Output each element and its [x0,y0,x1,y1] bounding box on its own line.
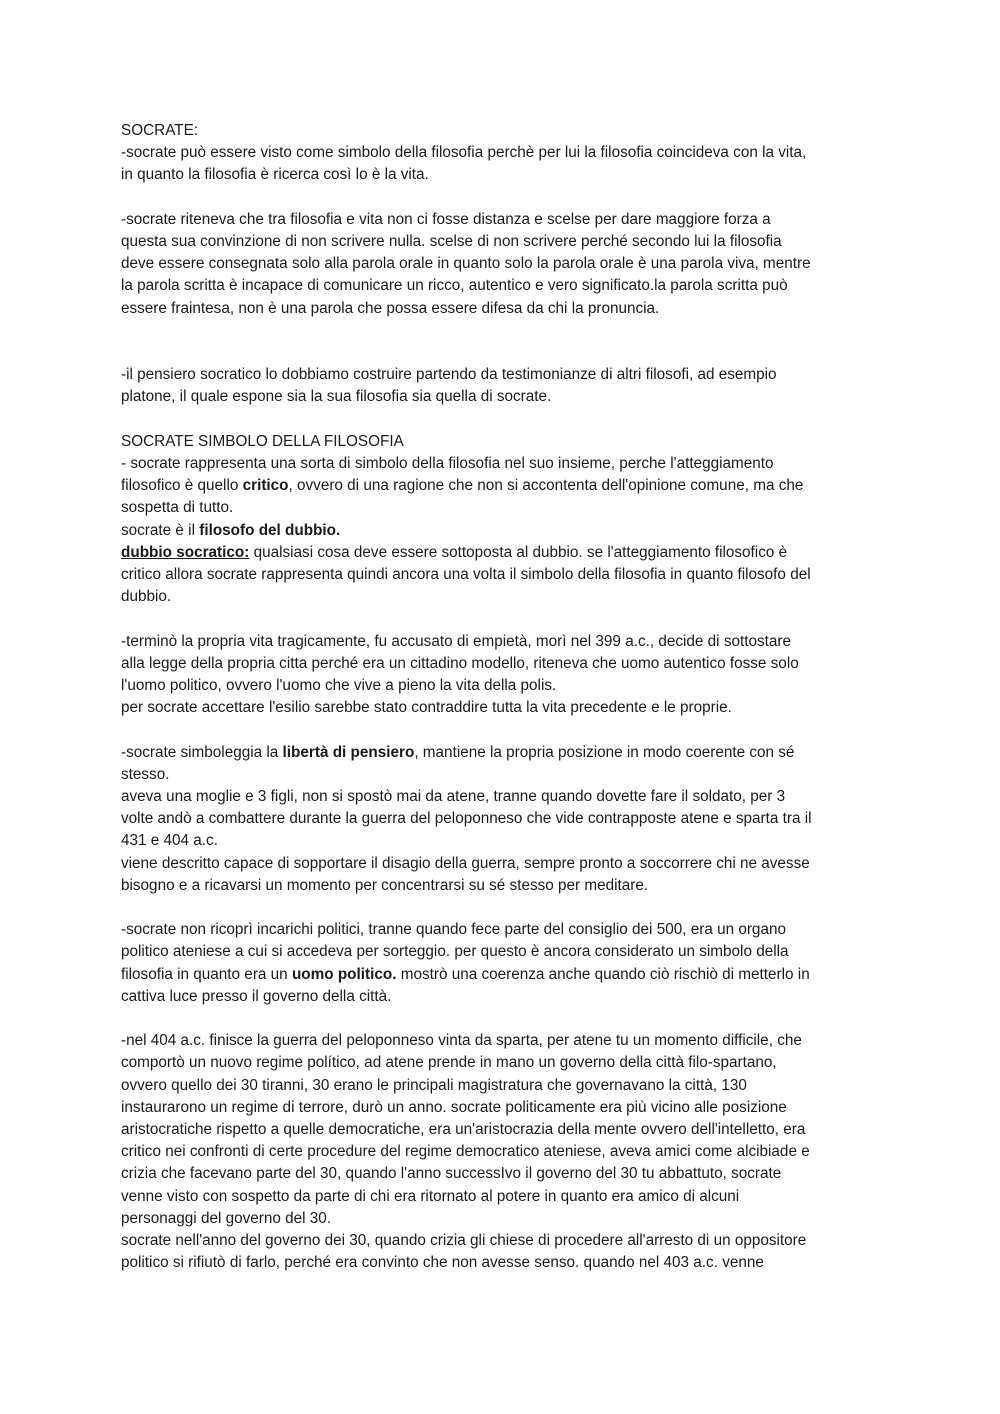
underlined-term: dubbio socratico: [121,543,250,561]
text-line: -socrate riteneva che tra filosofia e vita non ci fosse distanza e scelse per dare maggiore forza a [121,210,771,228]
text-line: -il pensiero socratico lo dobbiamo costruire partendo da testimonianze di altri filosofi, ad esempio [121,366,777,384]
text-line: cattiva luce presso il governo della città. [121,987,392,1005]
paragraph-gap [121,409,886,431]
text-line [121,964,886,986]
text-line: aristocratiche rispetto a quelle democratiche, era un'aristocrazia della mente ovvero dell'intelletto, era [121,1121,806,1139]
text-line: viene descritto capace di sopportare il disagio della guerra, sempre pronto a soccorrere chi ne avesse [121,854,810,872]
text-line: venne visto con sospetto da parte di chi era ritornato al potere in quanto era amico di alcuni [121,1187,740,1205]
text-line [121,542,886,564]
text-line: platone, il quale espone sia la sua filosofia sia quella di socrate. [121,388,552,406]
bold-term: libertà di pensiero [282,743,415,761]
paragraph-gap [121,897,886,919]
text-line: per socrate accettare l'esilio sarebbe stato contraddire tutta la vita precedente e le proprie. [121,699,732,717]
bold-term: uomo politico. [291,965,397,983]
text-line: l'uomo politico, ovvero l'uomo che vive a pieno la vita della polis. [121,677,557,694]
text-line: aveva una moglie e 3 figli, non si spostò mai da atene, tranne quando dovette fare il soldato, per 3 [121,788,786,805]
text-line: in quanto la filosofia è ricerca così lo è la vita. [121,166,429,184]
text-line: ovvero quello dei 30 tiranni, 30 erano le principali magistratura che governavano la città, 130 [121,1076,747,1094]
text-line: volte andò a combattere durante la guerra del peloponneso che vide contrapposte atene e sparta tra il [121,810,812,828]
document-page [121,120,886,1274]
text-line: critico allora socrate rappresenta quindi ancora una volta il simbolo della filosofia in quanto filosofo del [121,566,811,583]
text-line: -socrate non ricoprì incarichi politici, tranne quando fece parte del consiglio dei 500, era un organo [121,921,786,939]
text-run: , mantiene la propria posizione in modo coerente con sé [414,743,795,761]
text-line: deve essere consegnata solo alla parola orale in quanto solo la parola orale è una parola viva, mentre [121,255,811,273]
document-title: SOCRATE: [121,122,199,139]
text-line: bisogno e a ricavarsi un momento per concentrarsi su sé stesso per meditare. [121,876,649,894]
text-line: essere fraintesa, non è una parola che possa essere difesa da chi la pronuncia. [121,299,660,317]
paragraph-gap [121,1008,886,1030]
text-line: la parola scritta è incapace di comunicare un ricco, autentico e vero significato.la parola scritta può [121,277,788,295]
text-line [121,520,886,542]
text-run: qualsiasi cosa deve essere sottoposta al dubbio. se l'atteggiamento filosofico è [249,543,788,561]
text-run: filosofico è quello [121,477,243,495]
text-line [121,475,886,497]
text-line: critico nei confronti di certe procedure del regime democratico ateniese, aveva amici come alcibiade e [121,1143,810,1161]
text-line: politico si rifiutò di farlo, perché era convinto che non avesse senso. quando nel 403 a.c. venne [121,1254,764,1272]
paragraph-gap [121,719,886,741]
text-run: , ovvero di una ragione che non si accontenta dell'opinione comune, ma che [288,477,804,495]
text-line: crizia che facevano parte del 30, quando l'anno successIvo il governo del 30 tu abbattuto, socrate [121,1165,782,1183]
bold-term: critico [242,477,289,495]
paragraph-gap [121,320,886,342]
text-line: - socrate rappresenta una sorta di simbolo della filosofia nel suo insieme, perche l'atteggiamento [121,454,774,472]
text-line: -terminò la propria vita tragicamente, fu accusato di empietà, morì nel 399 a.c., decide di sottostare [121,632,792,650]
section-heading: SOCRATE SIMBOLO DELLA FILOSOFIA [121,432,404,450]
text-run: filosofia in quanto era un [121,965,292,983]
paragraph-gap [121,187,886,209]
text-line: alla legge della propria citta perché era un cittadino modello, riteneva che uomo autentico fosse solo [121,654,799,672]
text-line: instaurarono un regime di terrore, durò un anno. socrate politicamente era più vicino alle posizione [121,1098,787,1116]
text-line: stesso. [121,765,170,783]
text-run: -socrate simboleggia la [121,743,283,761]
text-line: -nel 404 a.c. finisce la guerra del peloponneso vinta da sparta, per atene tu un momento difficile, che [121,1032,802,1050]
text-line [121,742,886,764]
text-line: sospetta di tutto. [121,499,234,517]
paragraph-gap [121,342,886,364]
text-line: dubbio. [121,588,172,606]
text-line: personaggi del governo del 30. [121,1209,332,1227]
text-run: socrate è il [121,521,200,539]
text-run: mostrò una coerenza anche quando ciò rischiò di metterlo in [396,965,810,983]
bold-term: filosofo del dubbio. [199,521,341,539]
text-line: -socrate può essere visto come simbolo della filosofia perchè per lui la filosofia coincideva con la vita, [121,144,807,162]
paragraph-gap [121,608,886,630]
text-line: politico ateniese a cui si accedeva per sorteggio. per questo è ancora considerato un simbolo della [121,943,789,961]
text-line: comportò un nuovo regime político, ad atene prende in mano un governo della città filo-spartano, [121,1054,777,1072]
text-line: socrate nell'anno del governo dei 30, quando crizia gli chiese di procedere all'arresto di un oppositore [121,1232,807,1250]
text-line: 431 e 404 a.c. [121,832,218,850]
text-line: questa sua convinzione di non scrivere nulla. scelse di non scrivere perché secondo lui la filosofia [121,233,782,250]
